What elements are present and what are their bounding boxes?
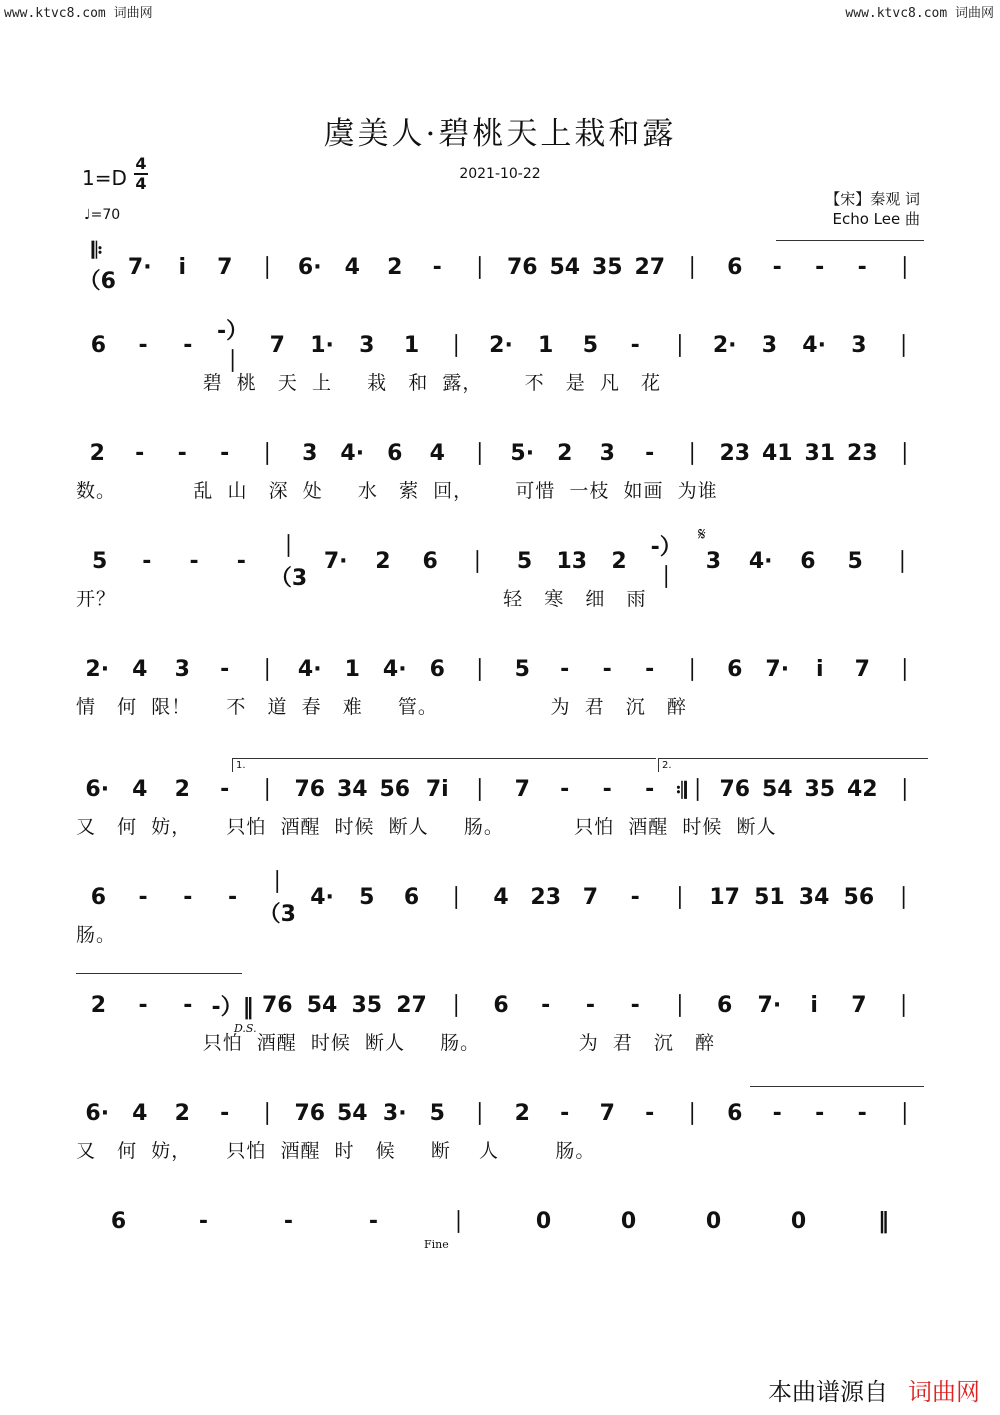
volta-1: 1. xyxy=(232,758,656,772)
tempo: ♩=70 xyxy=(84,207,121,223)
note-token: 2 xyxy=(557,440,573,466)
note-token: 0 xyxy=(790,1208,807,1234)
note-token: 4· xyxy=(382,656,407,682)
note-token: - xyxy=(189,548,199,574)
note-token: - xyxy=(198,1208,209,1234)
note-token: - xyxy=(228,884,238,910)
note-token: 56 xyxy=(843,884,875,910)
note-token: 3 xyxy=(302,440,318,466)
lyrics: 肠。 xyxy=(76,924,117,946)
note-token: 7 xyxy=(217,254,233,280)
note-token: 54 xyxy=(306,992,338,1018)
note-token: ｜ xyxy=(892,886,915,912)
note-token: - xyxy=(138,884,148,910)
note-token: 4· xyxy=(802,332,826,358)
score-line-6 xyxy=(76,772,926,838)
score-line-3 xyxy=(76,436,926,502)
note-token: 2 xyxy=(375,548,391,574)
note-token: 2 xyxy=(90,992,107,1018)
note-token: - xyxy=(236,548,246,574)
note-token: 23 xyxy=(530,884,562,910)
note-token: 31 xyxy=(804,440,836,466)
note-token: 2 xyxy=(387,254,403,280)
note-token: ｜ xyxy=(892,994,915,1020)
note-token: 7· xyxy=(757,992,782,1018)
time-bottom: 4 xyxy=(135,174,147,193)
tie-line xyxy=(76,973,242,974)
note-token: - xyxy=(857,1100,867,1126)
note-token: 3 xyxy=(174,656,190,682)
note-token: 6 xyxy=(800,548,816,574)
lyrics: 情 何 限！ 不 道 春 难 管。 为 君 沉 醉 xyxy=(76,696,687,718)
lyricist: 【宋】秦观 词 xyxy=(825,190,920,208)
note-token: 7i xyxy=(425,776,449,802)
fine-mark: Fine xyxy=(424,1238,449,1251)
note-token: ‖ xyxy=(878,1208,889,1234)
note-token: 5 xyxy=(91,548,108,574)
note-token: 1 xyxy=(538,332,554,358)
note-token: - xyxy=(135,440,145,466)
time-top: 4 xyxy=(135,154,147,173)
note-token: - xyxy=(645,1100,655,1126)
note-token: 7· xyxy=(323,548,348,574)
notes xyxy=(76,772,926,806)
note-token: 51 xyxy=(754,884,785,910)
note-token: 76 xyxy=(506,254,538,280)
note-token: - xyxy=(560,1100,570,1126)
note-token: - xyxy=(220,776,230,802)
note-token: ｜ xyxy=(893,778,916,804)
note-token: 0 xyxy=(705,1208,722,1234)
lyrics: 开？ 轻 寒 细 雨 xyxy=(76,588,647,610)
note-token: ｜ xyxy=(668,334,691,360)
note-token: 6 xyxy=(90,332,107,358)
note-token: 𝄆（6 xyxy=(78,239,116,294)
note-token: 7 xyxy=(599,1100,615,1126)
note-token: 54 xyxy=(549,254,581,280)
note-token: 6 xyxy=(422,548,438,574)
note-token: ｜ xyxy=(893,1102,916,1128)
note-token: 4 xyxy=(132,776,148,802)
note-token: 13 xyxy=(556,548,588,574)
note-token: 5 xyxy=(516,548,533,574)
note-token: 7 xyxy=(854,656,870,682)
note-token: 35 xyxy=(591,254,623,280)
note-token: - xyxy=(772,1100,782,1126)
note-token: ｜ xyxy=(681,442,704,468)
note-token: 4· xyxy=(340,440,365,466)
notes xyxy=(76,1096,926,1130)
note-token: - xyxy=(602,776,612,802)
note-token: - xyxy=(772,254,782,280)
note-token: 2· xyxy=(712,332,737,358)
note-token: 3· xyxy=(382,1100,407,1126)
note-token: 54 xyxy=(336,1100,368,1126)
note-token: 4 xyxy=(429,440,445,466)
score-line-5 xyxy=(76,652,926,718)
note-token: 6 xyxy=(110,1208,127,1234)
note-token: - xyxy=(138,332,148,358)
note-token: 7 xyxy=(582,884,599,910)
date: 2021-10-22 xyxy=(459,166,541,182)
key-signature: 1=D xyxy=(82,166,127,190)
note-token: - xyxy=(220,1100,230,1126)
note-token: 0 xyxy=(620,1208,637,1234)
note-token: - xyxy=(432,254,442,280)
note-token: - xyxy=(815,254,825,280)
note-token: 23 xyxy=(846,440,878,466)
lyrics: 数。 乱 山 深 处 水 萦 回， 可惜 一枝 如画 为谁 xyxy=(76,480,718,502)
note-token: ｜ xyxy=(256,778,279,804)
note-token: i xyxy=(810,992,818,1018)
note-token: - xyxy=(585,992,596,1018)
note-token: 56 xyxy=(379,776,411,802)
note-token: 76 xyxy=(294,1100,326,1126)
lyrics: 又 何 妨， 只怕 酒醒 时候 断人 肠。 只怕 酒醒 时候 断人 xyxy=(76,816,777,838)
note-token: 76 xyxy=(294,776,326,802)
segno-mark: 𝄋 xyxy=(698,524,706,545)
note-token: 2· xyxy=(85,656,110,682)
note-token: 76 xyxy=(261,992,293,1018)
note-token: 4 xyxy=(132,656,148,682)
note-token: 6· xyxy=(85,1100,110,1126)
watermark-left: www.ktvc8.com 词曲网 xyxy=(4,6,153,21)
note-token: 5 xyxy=(582,332,599,358)
note-token: 6 xyxy=(403,884,420,910)
note-token: 41 xyxy=(761,440,793,466)
note-token: ｜ xyxy=(892,334,915,360)
note-token: ｜ xyxy=(681,658,704,684)
note-token: - xyxy=(220,656,230,682)
note-token: - xyxy=(541,992,551,1018)
note-token: ｜ xyxy=(468,1102,491,1128)
notes xyxy=(76,535,926,591)
note-token: ｜ xyxy=(893,256,916,282)
note-token: ｜ xyxy=(466,550,489,576)
tie-line xyxy=(750,1086,924,1087)
note-token: ｜ xyxy=(256,442,279,468)
note-token: 2 xyxy=(611,548,627,574)
footer-source-text: 本曲谱源自 xyxy=(768,1378,888,1406)
note-token: 0 xyxy=(535,1208,552,1234)
note-token: - xyxy=(630,332,640,358)
note-token: -）‖ xyxy=(211,994,254,1020)
note-token: 34 xyxy=(336,776,368,802)
note-token: - xyxy=(177,440,187,466)
note-token: ｜ xyxy=(891,550,914,576)
lyrics: 又 何 妨， 只怕 酒醒 时 候 断 人 肠。 xyxy=(76,1140,596,1162)
note-token: - xyxy=(560,656,570,682)
note-token: 4 xyxy=(344,254,360,280)
note-token: 2· xyxy=(489,332,513,358)
note-token: 7 xyxy=(851,992,867,1018)
note-token: - xyxy=(142,548,152,574)
note-token: - xyxy=(220,440,230,466)
notes xyxy=(76,652,926,686)
notes xyxy=(76,988,926,1022)
note-token: 2 xyxy=(514,1100,530,1126)
note-token: 2 xyxy=(174,1100,190,1126)
note-token: ｜（3 xyxy=(269,535,308,591)
note-token: 6· xyxy=(297,254,322,280)
note-token: ｜（3 xyxy=(258,871,296,927)
song-title: 虞美人·碧桃天上栽和露 xyxy=(323,116,677,152)
notes xyxy=(76,871,926,927)
score-line-4 xyxy=(76,535,926,610)
note-token: 3 xyxy=(705,548,722,574)
note-token: i xyxy=(815,656,824,682)
volta-2: 2. xyxy=(658,758,928,772)
note-token: 6 xyxy=(727,254,743,280)
note-token: - xyxy=(645,440,655,466)
note-token: - xyxy=(815,1100,825,1126)
note-token: 7 xyxy=(514,776,530,802)
note-token: - xyxy=(630,992,640,1018)
note-token: ｜ xyxy=(668,994,691,1020)
footer-site-link[interactable]: 词曲网 xyxy=(908,1378,980,1406)
note-token: ｜ xyxy=(445,886,468,912)
notes xyxy=(76,319,926,375)
watermark-right: www.ktvc8.com 词曲网 xyxy=(845,6,994,21)
note-token: 5 xyxy=(359,884,375,910)
note-token: 6· xyxy=(85,776,110,802)
note-token: - xyxy=(630,884,640,910)
ds-mark: D.S. xyxy=(234,1022,257,1035)
notes xyxy=(76,239,926,294)
note-token: 6 xyxy=(727,656,743,682)
note-token: i xyxy=(178,254,187,280)
score-line-1 xyxy=(76,239,926,294)
note-token: 6 xyxy=(387,440,403,466)
note-token: 6 xyxy=(716,992,733,1018)
note-token: 76 xyxy=(719,776,751,802)
note-token: 𝄇｜ xyxy=(675,778,709,804)
note-token: 3 xyxy=(599,440,615,466)
note-token: ｜ xyxy=(681,1102,704,1128)
note-token: -）｜ xyxy=(217,319,249,375)
lyrics: 只怕 酒醒 时候 断人 肠。 为 君 沉 醉 xyxy=(76,1032,716,1054)
note-token: 4· xyxy=(748,548,773,574)
note-token: - xyxy=(602,656,612,682)
note-token: 7· xyxy=(127,254,152,280)
note-token: ｜ xyxy=(468,256,491,282)
note-token: ｜ xyxy=(468,658,491,684)
note-token: 6 xyxy=(493,992,509,1018)
note-token: 1 xyxy=(403,332,420,358)
note-token: 42 xyxy=(846,776,878,802)
note-token: 2 xyxy=(174,776,190,802)
note-token: ｜ xyxy=(468,778,491,804)
note-token: 7 xyxy=(269,332,285,358)
note-token: ｜ xyxy=(681,256,704,282)
note-token: ｜ xyxy=(468,442,491,468)
note-token: 23 xyxy=(719,440,751,466)
note-token: 3 xyxy=(761,332,778,358)
note-token: 5 xyxy=(514,656,530,682)
notes xyxy=(76,1204,926,1238)
note-token: - xyxy=(560,776,570,802)
score-line-2 xyxy=(76,319,926,394)
note-token: - xyxy=(645,776,655,802)
note-token: 54 xyxy=(761,776,793,802)
time-signature xyxy=(132,155,150,193)
note-token: - xyxy=(857,254,867,280)
note-token: - xyxy=(645,656,655,682)
note-token: ｜ xyxy=(893,442,916,468)
note-token: ｜ xyxy=(668,886,691,912)
note-token: ｜ xyxy=(256,658,279,684)
note-token: ｜ xyxy=(447,1210,470,1236)
note-token: ｜ xyxy=(893,658,916,684)
note-token: 4 xyxy=(493,884,509,910)
note-token: 5 xyxy=(847,548,863,574)
note-token: 17 xyxy=(709,884,740,910)
note-token: 1· xyxy=(310,332,334,358)
note-token: 6 xyxy=(429,656,445,682)
note-token: 1 xyxy=(344,656,360,682)
note-token: 4· xyxy=(310,884,334,910)
note-token: 3 xyxy=(851,332,867,358)
note-token: 35 xyxy=(351,992,383,1018)
note-token: - xyxy=(183,884,193,910)
score-line-9 xyxy=(76,1096,926,1162)
note-token: 34 xyxy=(798,884,830,910)
note-token: - xyxy=(183,992,193,1018)
note-token: - xyxy=(183,332,193,358)
composer: Echo Lee 曲 xyxy=(832,210,920,228)
note-token: ｜ xyxy=(256,1102,279,1128)
score-line-10 xyxy=(76,1204,926,1238)
note-token: -）｜ xyxy=(650,535,682,591)
note-token: 35 xyxy=(804,776,836,802)
note-token: 4· xyxy=(297,656,322,682)
note-token: 5· xyxy=(510,440,535,466)
score-line-7 xyxy=(76,871,926,946)
note-token: 7· xyxy=(765,656,790,682)
note-token: ｜ xyxy=(256,256,279,282)
note-token: 4 xyxy=(132,1100,148,1126)
tie-line xyxy=(776,240,924,241)
note-token: 6 xyxy=(727,1100,743,1126)
note-token: 2 xyxy=(89,440,105,466)
note-token: - xyxy=(138,992,148,1018)
note-token: - xyxy=(283,1208,294,1234)
note-token: 5 xyxy=(429,1100,445,1126)
note-token: 27 xyxy=(396,992,427,1018)
note-token: 27 xyxy=(634,254,666,280)
notes xyxy=(76,436,926,470)
note-token: 6 xyxy=(90,884,107,910)
note-token: - xyxy=(368,1208,379,1234)
lyrics: 碧 桃 天 上 栽 和 露， 不 是 凡 花 xyxy=(76,372,661,394)
note-token: 3 xyxy=(359,332,375,358)
note-token: ｜ xyxy=(445,994,468,1020)
note-token: ｜ xyxy=(445,334,468,360)
